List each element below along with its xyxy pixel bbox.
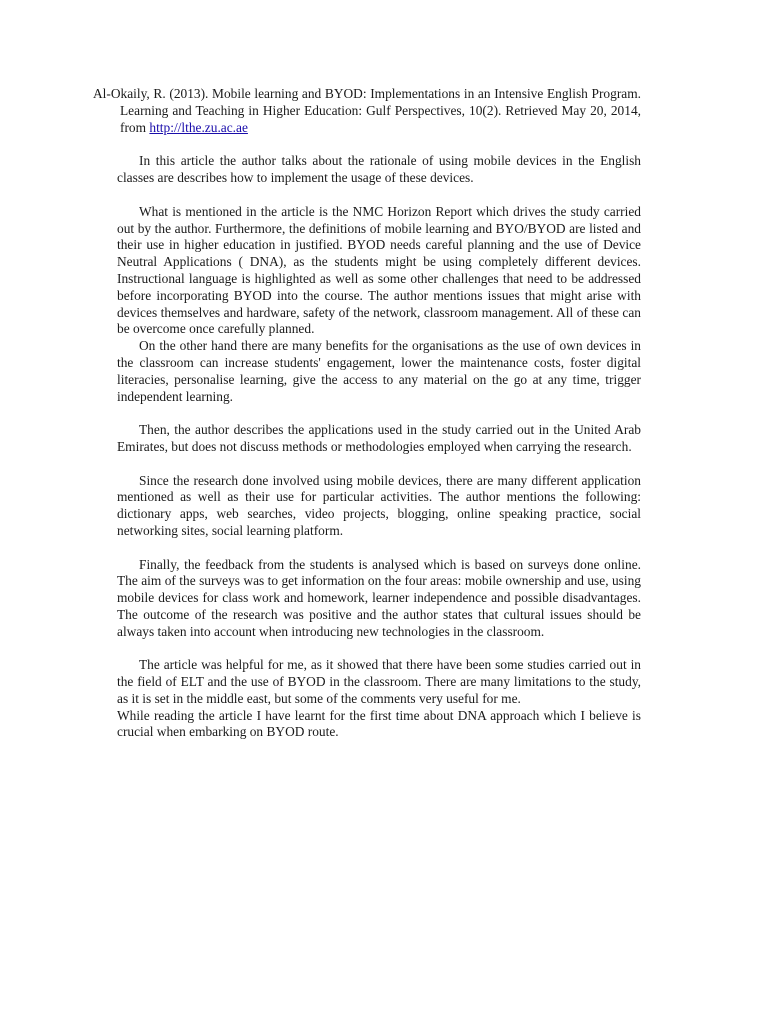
paragraph-feedback: Finally, the feedback from the students is analysed which is based on surveys done online. The aim of the surveys was to get information on the four areas: mobile ownership and use, using mobile devices for class work and homework, learner independence and possible disadvantages. The outcome of the research was positive and the author states that cultural issues should be always taken into account when introducing new technologies in the classroom. bbox=[117, 556, 641, 639]
paragraph-applications: Then, the author describes the applications used in the study carried out in the United Arab Emirates, but does not discuss methods or methodologies employed when carrying the research. bbox=[117, 422, 641, 454]
paragraph-benefits: On the other hand there are many benefits for the organisations as the use of own devices in the classroom can increase students' engagement, lower the maintenance costs, foster digital literacies, personalise learning, give the access to any material on the go at any time, trigger independent learning. bbox=[117, 338, 641, 404]
reference-citation bbox=[93, 86, 641, 136]
reference-link[interactable]: http://lthe.zu.ac.ae bbox=[149, 119, 248, 135]
paragraph-reflection: The article was helpful for me, as it showed that there have been some studies carried out in the field of ELT and the use of BYOD in the classroom. There are many limitations to the study, as it is set in the middle east, but some of the comments very useful for me. bbox=[117, 657, 641, 706]
paragraph-intro: In this article the author talks about the rationale of using mobile devices in the English classes are describes how to implement the usage of these devices. bbox=[117, 153, 641, 186]
reference-text: Al-Okaily, R. (2013). Mobile learning and BYOD: Implementations in an Intensive English Program. Learning and Teaching in Higher Education: Gulf Perspectives, 10(2). Retrieved May 20, 2014, from bbox=[93, 86, 641, 135]
paragraph-content: What is mentioned in the article is the NMC Horizon Report which drives the study carried out by the author. Furthermore, the definitions of mobile learning and BYO/BYOD are listed and their use in higher education in justified. BYOD needs careful planning and the use of Device Neutral Applications ( DNA), as the students might be using completely different devices. Instructional language is highlighted as well as some other challenges that need to be addressed before incorporating BYOD into the course. The author mentions issues that might arise with devices themselves and hardware, safety of the network, classroom management. All of these can be overcome once carefully planned. bbox=[117, 203, 641, 337]
paragraph-conclusion: While reading the article I have learnt for the first time about DNA approach which I believe is crucial when embarking on BYOD route. bbox=[117, 707, 641, 740]
document-body bbox=[93, 86, 641, 741]
summary-text bbox=[93, 153, 641, 741]
paragraph-activities: Since the research done involved using mobile devices, there are many different application mentioned as well as their use for particular activities. The author mentions the following: dictionary apps, web searches, video projects, blogging, online speaking practice, social networking sites, social learning platform. bbox=[117, 472, 641, 538]
